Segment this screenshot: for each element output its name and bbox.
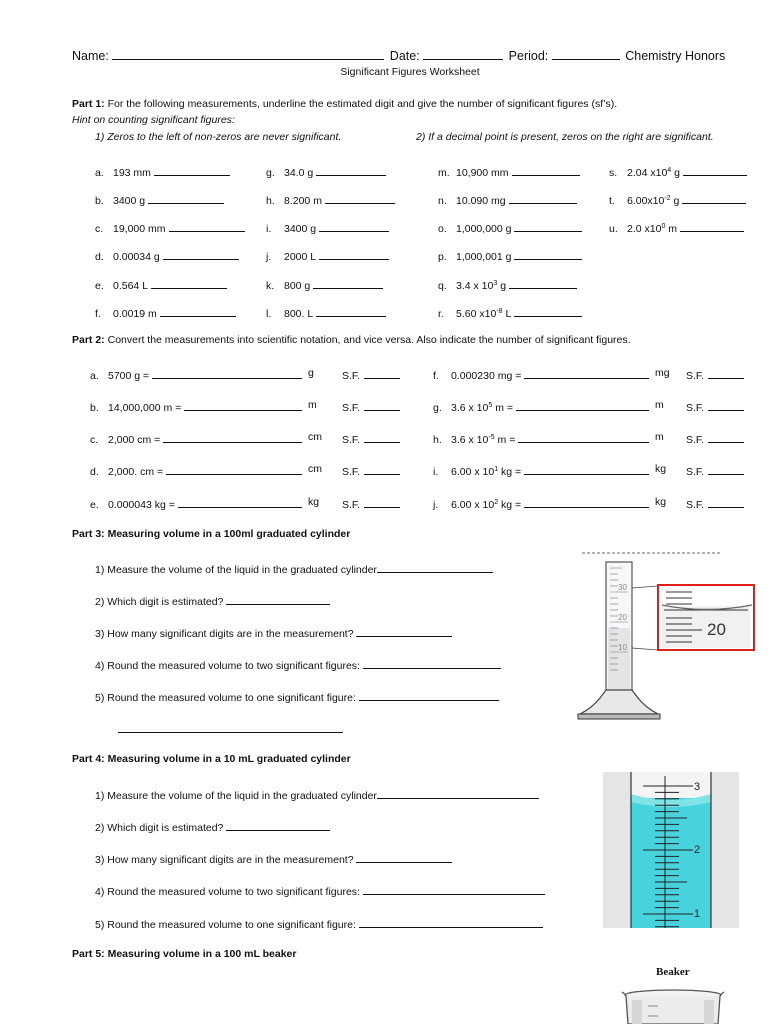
part1-instruction-line (72, 98, 617, 111)
part1-item-e (95, 277, 227, 293)
part3-q2-answer[interactable] (226, 593, 330, 605)
part3-q1-answer[interactable] (377, 561, 493, 573)
sf-label: S.F. (686, 370, 705, 382)
sf-label: S.F. (686, 466, 705, 478)
sf-label: S.F. (686, 434, 705, 446)
conversion-answer-line[interactable] (152, 367, 302, 379)
part1-item-m (438, 164, 580, 180)
measurement-value: 193 mm (113, 167, 151, 179)
cylinder-mark-10: 10 (618, 643, 627, 652)
sf-field (342, 496, 400, 512)
sf-field (342, 431, 400, 447)
item-letter: h. (433, 434, 442, 446)
sf-answer-line[interactable] (364, 399, 400, 411)
sf-label: S.F. (342, 434, 361, 446)
part2-item-b (90, 399, 302, 415)
measurement-value: 19,000 mm (113, 223, 166, 235)
conversion-answer-line[interactable] (516, 399, 649, 411)
sf-answer-line[interactable] (364, 463, 400, 475)
measurement-value: 3400 g (284, 223, 317, 235)
answer-unit: m (308, 399, 317, 411)
part1-item-c (95, 220, 245, 236)
part1-rule1: 1) Zeros to the left of non-zeros are never significant. (95, 131, 342, 143)
part4-q1-answer[interactable] (377, 787, 539, 799)
item-letter: i. (266, 223, 272, 235)
answer-unit: g (308, 367, 314, 379)
item-letter: o. (438, 223, 447, 235)
name-label: Name: (72, 49, 109, 63)
measurement-value: 2000 L (284, 251, 317, 263)
part4-q5-text: 5) Round the measured volume to one significant figure: (95, 919, 356, 931)
cylinder-mark-3: 3 (694, 781, 701, 793)
conversion-answer-line[interactable] (524, 463, 649, 475)
answer-unit: m (655, 431, 664, 443)
sig-fig-answer-line[interactable] (169, 220, 245, 232)
measurement-unit: g (671, 167, 680, 179)
conversion-answer-line[interactable] (524, 496, 649, 508)
item-letter: s. (609, 167, 618, 179)
sf-label: S.F. (342, 499, 361, 511)
item-letter: d. (90, 466, 99, 478)
part2-instruction-line (72, 334, 631, 347)
exponent: 2 (494, 499, 499, 506)
conversion-question: 6.00 x 10 (451, 499, 495, 511)
sf-field (686, 463, 744, 479)
conversion-question-rest: kg = (498, 499, 522, 511)
date-field[interactable] (423, 48, 503, 60)
part1-hint: Hint on counting significant figures: (72, 114, 235, 126)
conversion-question-rest: kg = (498, 466, 522, 478)
part1-item-t (609, 192, 746, 208)
part3-q4 (95, 657, 501, 673)
item-letter: g. (266, 167, 275, 179)
conversion-question: 0.000043 kg = (108, 499, 175, 511)
sf-field (686, 399, 744, 415)
part2-item-c (90, 431, 302, 447)
item-letter: t. (609, 195, 615, 207)
sf-answer-line[interactable] (364, 431, 400, 443)
conversion-answer-line[interactable] (524, 367, 649, 379)
part3-q5 (95, 689, 499, 705)
part3-extra-line[interactable] (118, 732, 343, 733)
item-letter: l. (266, 308, 272, 320)
part2-item-e (90, 496, 302, 512)
conversion-question: 3.6 x 10 (451, 402, 489, 414)
part1-item-u (609, 220, 744, 236)
part4-q2-text: 2) Which digit is estimated? (95, 822, 224, 834)
sig-fig-answer-line[interactable] (514, 220, 582, 232)
item-letter: e. (95, 280, 104, 292)
item-letter: q. (438, 280, 447, 292)
worksheet-subtitle: Significant Figures Worksheet (340, 66, 480, 78)
sig-fig-answer-line[interactable] (680, 220, 744, 232)
measurement-value: 34.0 g (284, 167, 314, 179)
sf-field (342, 399, 400, 415)
sig-fig-answer-line[interactable] (682, 192, 746, 204)
exponent: -8 (496, 308, 503, 315)
sf-answer-line[interactable] (708, 399, 744, 411)
conversion-question-rest: m = (492, 402, 513, 414)
sig-fig-answer-line[interactable] (512, 164, 580, 176)
sig-fig-answer-line[interactable] (313, 277, 383, 289)
measurement-value: 0.00034 g (113, 251, 160, 263)
graduated-cylinder-100ml-image (572, 548, 762, 724)
part3-q5-text: 5) Round the measured volume to one significant figure: (95, 692, 356, 704)
sig-fig-answer-line[interactable] (148, 192, 224, 204)
beaker-label: Beaker (656, 966, 690, 978)
period-field[interactable] (552, 48, 620, 60)
answer-unit: cm (308, 463, 322, 475)
exponent: 3 (493, 280, 498, 287)
item-letter: a. (90, 370, 99, 382)
measurement-unit: L (502, 308, 512, 320)
part4-q1 (95, 787, 539, 803)
beaker-image (618, 984, 728, 1024)
graduated-cylinder-10ml-image (603, 772, 739, 928)
part1-item-d (95, 248, 239, 264)
item-letter: k. (266, 280, 275, 292)
part2-item-g (433, 399, 649, 415)
part3-q3-answer[interactable] (356, 625, 452, 637)
measurement-value: 0.564 L (113, 280, 149, 292)
part3-q1 (95, 561, 493, 577)
sf-answer-line[interactable] (364, 496, 400, 508)
part1-item-i (266, 220, 389, 236)
date-label: Date: (389, 49, 420, 63)
part1-item-p (438, 248, 582, 264)
sig-fig-answer-line[interactable] (316, 164, 386, 176)
exponent: -2 (664, 195, 671, 202)
sf-field (342, 367, 400, 383)
part3-q3-text: 3) How many significant digits are in the measurement? (95, 628, 354, 640)
conversion-question: 2,000. cm = (108, 466, 164, 478)
part1-rule2: 2) If a decimal point is present, zeros on the right are significant. (416, 131, 714, 143)
measurement-unit: g (670, 195, 680, 207)
item-letter: c. (90, 434, 99, 446)
item-letter: f. (433, 370, 439, 382)
part1-item-q (438, 277, 577, 293)
measurement-value: 800. L (284, 308, 314, 320)
sf-field (342, 463, 400, 479)
conversion-answer-line[interactable] (178, 496, 302, 508)
item-letter: u. (609, 223, 618, 235)
part4-title: Part 4: Measuring volume in a 10 mL graduated cylinder (72, 753, 351, 765)
measurement-value: 0.0019 m (113, 308, 157, 320)
part3-q4-text: 4) Round the measured volume to two significant figures: (95, 660, 360, 672)
item-letter: r. (438, 308, 444, 320)
item-letter: j. (266, 251, 272, 263)
sig-fig-answer-line[interactable] (319, 220, 389, 232)
sig-fig-answer-line[interactable] (509, 192, 577, 204)
zoom-label-20: 20 (707, 620, 726, 639)
part1-instruction: For the following measurements, underline the estimated digit and give the number of significant figures (sf’s). (107, 98, 618, 110)
measurement-value: 3.4 x 10 (456, 280, 494, 292)
conversion-answer-line[interactable] (518, 431, 649, 443)
sig-fig-answer-line[interactable] (325, 192, 395, 204)
conversion-question: 5700 g = (108, 370, 150, 382)
sf-label: S.F. (686, 402, 705, 414)
part2-item-h (433, 431, 649, 447)
part1-item-f (95, 305, 236, 321)
part1-item-o (438, 220, 582, 236)
part4-q5 (95, 916, 543, 932)
sf-answer-line[interactable] (708, 367, 744, 379)
measurement-value: 1,000,001 g (456, 251, 512, 263)
part3-q5-answer[interactable] (359, 689, 499, 701)
sig-fig-answer-line[interactable] (509, 277, 577, 289)
conversion-question: 0.000230 mg = (451, 370, 522, 382)
sf-label: S.F. (342, 466, 361, 478)
part1-item-j (266, 248, 389, 264)
part3-q2-text: 2) Which digit is estimated? (95, 596, 224, 608)
answer-unit: kg (655, 496, 667, 508)
part1-item-r (438, 305, 582, 321)
part4-q4 (95, 883, 545, 899)
sf-answer-line[interactable] (708, 431, 744, 443)
part4-q1-text: 1) Measure the volume of the liquid in the graduated cylinder (95, 790, 377, 802)
answer-unit: cm (308, 431, 322, 443)
exponent: -5 (488, 434, 495, 441)
item-letter: n. (438, 195, 447, 207)
part2-item-i (433, 463, 649, 479)
exponent: 4 (667, 167, 672, 174)
part2-item-d (90, 463, 302, 479)
sf-field (686, 431, 744, 447)
part3-q4-answer[interactable] (363, 657, 501, 669)
item-letter: i. (433, 466, 439, 478)
part3-title: Part 3: Measuring volume in a 100ml graduated cylinder (72, 528, 351, 540)
part4-q3 (95, 851, 452, 867)
sig-fig-answer-line[interactable] (160, 305, 236, 317)
sig-fig-answer-line[interactable] (151, 277, 227, 289)
sig-fig-answer-line[interactable] (316, 305, 386, 317)
sf-answer-line[interactable] (708, 463, 744, 475)
measurement-value: 3400 g (113, 195, 146, 207)
part4-q4-answer[interactable] (363, 883, 545, 895)
part1-item-g (266, 164, 386, 180)
item-letter: j. (433, 499, 439, 511)
conversion-question: 14,000,000 m = (108, 402, 182, 414)
part2-title: Part 2: (72, 334, 105, 346)
measurement-value: 10.090 mg (456, 195, 506, 207)
sf-answer-line[interactable] (364, 367, 400, 379)
measurement-value: 8.200 m (284, 195, 322, 207)
cylinder-mark-2: 2 (694, 844, 701, 856)
sig-fig-answer-line[interactable] (319, 248, 389, 260)
exponent: 5 (488, 402, 493, 409)
measurement-unit: m (665, 223, 678, 235)
item-letter: b. (95, 195, 104, 207)
cylinder-mark-20: 20 (618, 613, 627, 622)
sf-answer-line[interactable] (708, 496, 744, 508)
part3-q1-text: 1) Measure the volume of the liquid in the graduated cylinder (95, 564, 377, 576)
sf-label: S.F. (342, 370, 361, 382)
part1-item-h (266, 192, 395, 208)
sig-fig-answer-line[interactable] (514, 305, 582, 317)
item-letter: h. (266, 195, 275, 207)
part4-q4-text: 4) Round the measured volume to two significant figures: (95, 886, 360, 898)
part4-q3-text: 3) How many significant digits are in the measurement? (95, 854, 354, 866)
exponent: 1 (494, 466, 499, 473)
item-letter: m. (438, 167, 450, 179)
item-letter: f. (95, 308, 101, 320)
item-letter: c. (95, 223, 104, 235)
sig-fig-answer-line[interactable] (683, 164, 747, 176)
name-field[interactable] (112, 48, 384, 60)
part1-title: Part 1: (72, 98, 105, 110)
conversion-answer-line[interactable] (163, 431, 302, 443)
conversion-question-rest: m = (494, 434, 516, 446)
measurement-value: 1,000,000 g (456, 223, 512, 235)
period-label: Period: (508, 49, 549, 63)
part3-q3 (95, 625, 452, 641)
part2-item-f (433, 367, 649, 383)
item-letter: e. (90, 499, 99, 511)
part1-item-k (266, 277, 383, 293)
item-letter: b. (90, 402, 99, 414)
answer-unit: mg (655, 367, 670, 379)
sf-field (686, 496, 744, 512)
part4-q2-answer[interactable] (226, 819, 330, 831)
course-label: Chemistry Honors (625, 49, 726, 63)
measurement-value: 800 g (284, 280, 311, 292)
exponent: 0 (661, 223, 666, 230)
part1-item-s (609, 164, 747, 180)
part2-instruction: Convert the measurements into scientific notation, and vice versa. Also indicate the number of significant figures. (107, 334, 631, 346)
answer-unit: kg (308, 496, 320, 508)
measurement-unit: g (497, 280, 507, 292)
measurement-value: 10,900 mm (456, 167, 509, 179)
part5-title: Part 5: Measuring volume in a 100 mL beaker (72, 948, 297, 960)
cylinder-mark-30: 30 (618, 583, 627, 592)
part3-q2 (95, 593, 330, 609)
part2-item-a (90, 367, 302, 383)
cylinder-mark-1: 1 (694, 908, 701, 920)
part2-item-j (433, 496, 649, 512)
item-letter: p. (438, 251, 447, 263)
part4-q5-answer[interactable] (359, 916, 543, 928)
sf-label: S.F. (342, 402, 361, 414)
measurement-value: 2.04 x10 (627, 167, 668, 179)
conversion-question: 3.6 x 10 (451, 434, 489, 446)
conversion-question: 2,000 cm = (108, 434, 161, 446)
part4-q2 (95, 819, 330, 835)
item-letter: d. (95, 251, 104, 263)
part1-item-l (266, 305, 386, 321)
sig-fig-answer-line[interactable] (163, 248, 239, 260)
answer-unit: m (655, 399, 664, 411)
answer-unit: kg (655, 463, 667, 475)
part1-item-a (95, 164, 230, 180)
sf-field (686, 367, 744, 383)
measurement-value: 2.0 x10 (627, 223, 662, 235)
sig-fig-answer-line[interactable] (154, 164, 230, 176)
item-letter: a. (95, 167, 104, 179)
measurement-value: 5.60 x10 (456, 308, 497, 320)
part1-item-b (95, 192, 224, 208)
conversion-question: 6.00 x 10 (451, 466, 495, 478)
part4-q3-answer[interactable] (356, 851, 452, 863)
part1-item-n (438, 192, 577, 208)
conversion-answer-line[interactable] (166, 463, 302, 475)
measurement-value: 6.00x10 (627, 195, 665, 207)
item-letter: g. (433, 402, 442, 414)
sf-label: S.F. (686, 499, 705, 511)
conversion-answer-line[interactable] (184, 399, 302, 411)
header-line (72, 48, 725, 63)
sig-fig-answer-line[interactable] (514, 248, 582, 260)
